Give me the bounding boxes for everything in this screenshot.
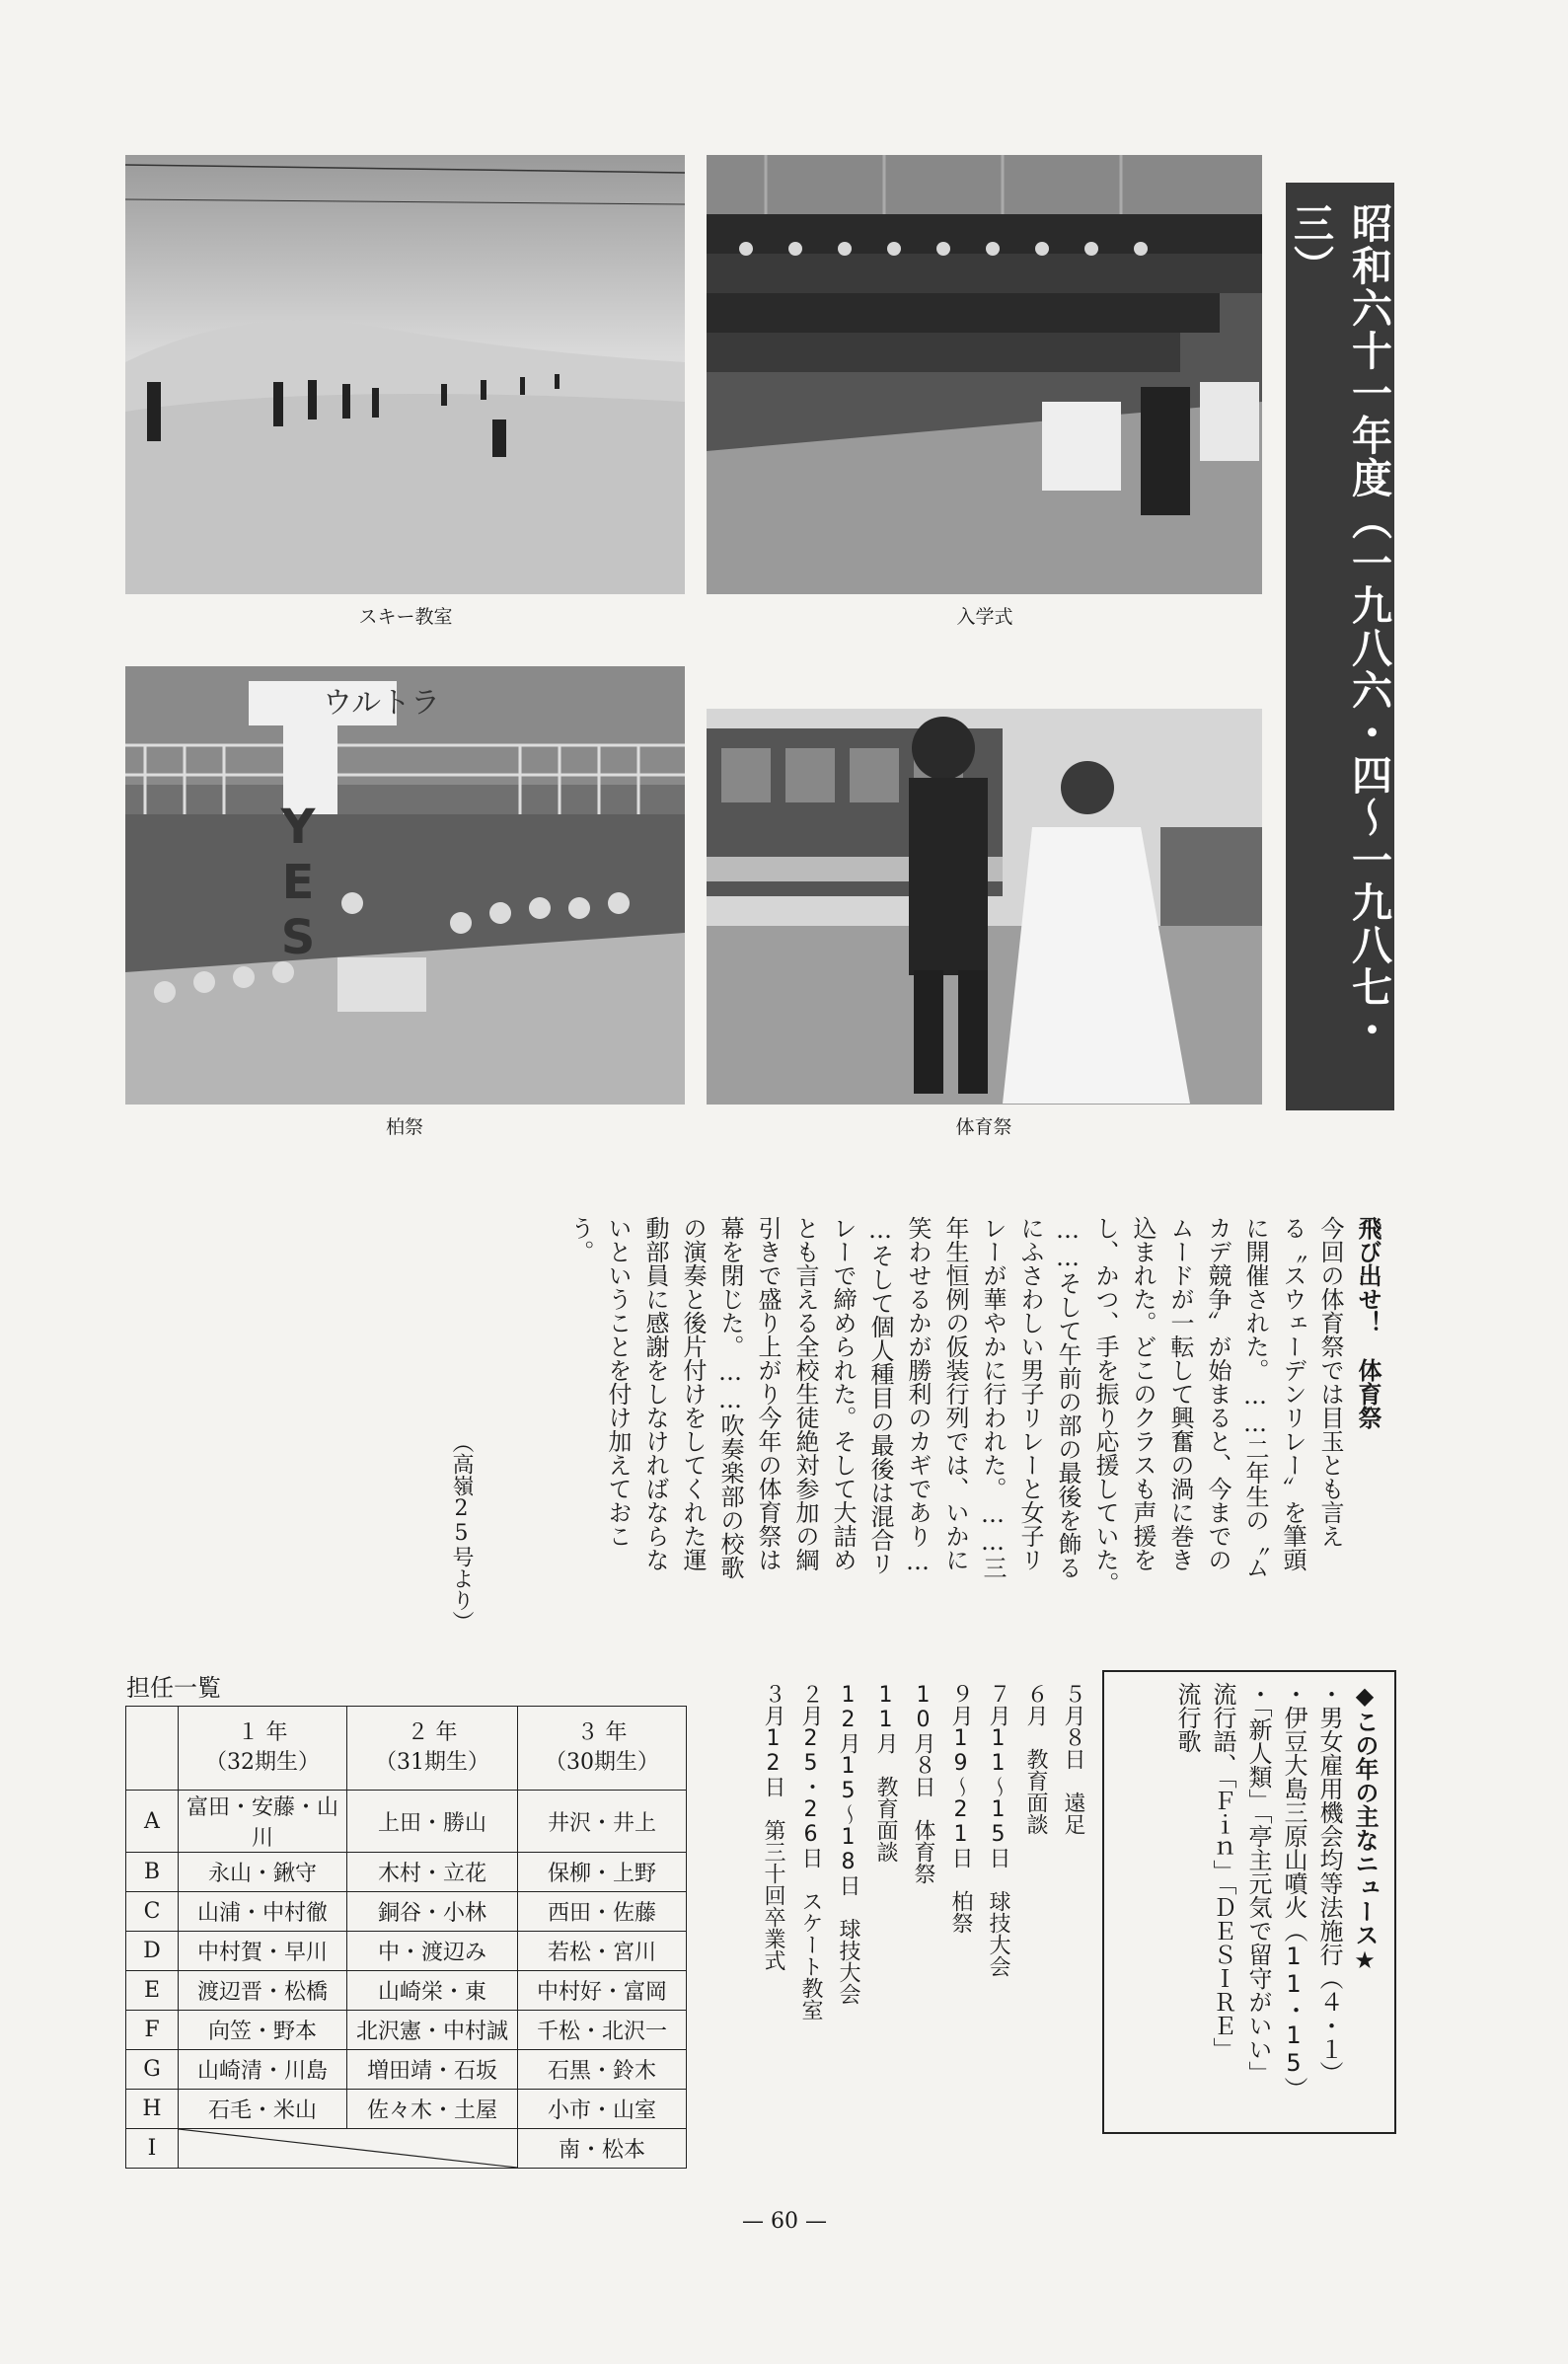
article-line: ……そして午前の部の最後を飾る: [1054, 1216, 1082, 1579]
table-cell: 銅谷・小林: [347, 1892, 518, 1932]
diagonal-strike: [179, 2129, 517, 2168]
table-cell: 佐々木・土屋: [347, 2090, 518, 2129]
article-line: いということを付け加えておこ: [604, 1216, 632, 1548]
event-item: ３月12日 第三十回卒業式: [761, 1683, 785, 1971]
class-label: F: [126, 2011, 179, 2050]
article-source: （高嶺25号より）: [449, 1431, 474, 1633]
class-label: C: [126, 1892, 179, 1932]
article-line: 込まれた。どこのクラスも声援を: [1129, 1216, 1157, 1571]
article-line: …そして個人種目の最後は混合リ: [866, 1216, 894, 1575]
table-cell: 永山・鍬守: [179, 1853, 347, 1892]
term-label: （31期生）: [375, 1750, 489, 1775]
table-cell: 西田・佐藤: [518, 1892, 687, 1932]
empty-merged-cell: [179, 2129, 518, 2169]
photo-ski-class: [125, 155, 685, 594]
news-item: ・伊豆大島三原山噴火（11・15）: [1280, 1682, 1307, 2100]
table-cell: 石毛・米山: [179, 2090, 347, 2129]
header-corner: [126, 1707, 179, 1791]
class-label: A: [126, 1791, 179, 1853]
grade-label: １ 年: [237, 1720, 288, 1745]
article-line: ムードが一転して興奮の渦に巻き: [1166, 1216, 1194, 1571]
photo-kashiwa-festival: [125, 666, 685, 1105]
year-title-band: [1286, 183, 1394, 1110]
article-line: る〝スウェーデンリレー〟を筆頭: [1279, 1216, 1307, 1571]
article-line: とも言える全校生徒絶対参加の綱: [791, 1216, 819, 1571]
table-cell: 渡辺晋・松橋: [179, 1971, 347, 2011]
table-header-row: [126, 1707, 687, 1791]
article-line: にふさわしい男子リレーと女子リ: [1016, 1216, 1044, 1571]
article-line: 幕を閉じた。……吹奏楽部の校歌: [716, 1216, 744, 1579]
event-schedule: [754, 1683, 1091, 2097]
header-grade-2: [347, 1707, 518, 1791]
article-line: 今回の体育祭では目玉とも言え: [1316, 1216, 1344, 1548]
class-label: D: [126, 1932, 179, 1971]
table-cell: 向笠・野本: [179, 2011, 347, 2050]
yes-banner-top-text: ウルトラ: [323, 686, 441, 721]
article-line: し、かつ、手を振り応援していた。: [1091, 1216, 1119, 1595]
table-cell: 増田靖・石坂: [347, 2050, 518, 2090]
article-line: 年生恒例の仮装行列では、いかに: [941, 1216, 969, 1571]
event-item: ９月19〜21日 柏祭: [948, 1683, 973, 1934]
photo-caption: スキー教室: [358, 606, 453, 628]
photo-caption: 体育祭: [955, 1116, 1012, 1138]
photo-caption: 入学式: [956, 606, 1013, 628]
event-item: 10月８日 体育祭: [911, 1683, 935, 1884]
table-cell: 中村賀・早川: [179, 1932, 347, 1971]
term-label: （30期生）: [545, 1750, 659, 1775]
photo-sports-day: [707, 709, 1262, 1105]
table-row: [126, 2129, 687, 2169]
class-label: G: [126, 2050, 179, 2090]
table-row: [126, 2050, 687, 2090]
grade-label: ２ 年: [407, 1720, 458, 1745]
article-line: カデ競争〟が始まると、今までの: [1204, 1216, 1232, 1571]
yes-banner-letters: YES: [270, 800, 326, 965]
event-item: ７月11〜15日 球技大会: [986, 1683, 1010, 1977]
table-cell: 山崎栄・東: [347, 1971, 518, 2011]
news-item: ・「新人類」「亭主元気で留守がいい」: [1244, 1682, 1272, 2085]
photo-caption: 柏祭: [385, 1116, 423, 1138]
table-cell: 千松・北沢一: [518, 2011, 687, 2050]
table-cell: 上田・勝山: [347, 1791, 518, 1853]
table-cell: 南・松本: [518, 2129, 687, 2169]
table-cell: 富田・安藤・山川: [179, 1791, 347, 1853]
table-row: [126, 1892, 687, 1932]
table-row: [126, 1971, 687, 2011]
article-line: 動部員に感謝をしなければならな: [641, 1216, 669, 1571]
article-line: レーが華やかに行われた。……三: [979, 1216, 1007, 1579]
news-list: [1169, 1682, 1382, 2126]
table-row: [126, 2011, 687, 2050]
term-label: （32期生）: [205, 1750, 320, 1775]
table-cell: 北沢憲・中村誠: [347, 2011, 518, 2050]
class-label: I: [126, 2129, 179, 2169]
grade-label: ３ 年: [576, 1720, 628, 1745]
article-line: レーで締められた。そして大詰め: [829, 1216, 857, 1571]
table-row: [126, 1853, 687, 1892]
article-line: の演奏と後片付けをしてくれた運: [679, 1216, 707, 1571]
table-cell: 小市・山室: [518, 2090, 687, 2129]
photo-entrance-ceremony: [707, 155, 1262, 594]
table-cell: 石黒・鈴木: [518, 2050, 687, 2090]
table-cell: 若松・宮川: [518, 1932, 687, 1971]
article-line: う。: [566, 1216, 594, 1263]
table-cell: 保柳・上野: [518, 1853, 687, 1892]
table-cell: 山崎清・川島: [179, 2050, 347, 2090]
event-item: 12月15〜18日 球技大会: [836, 1683, 860, 2005]
table-cell: 中村好・富岡: [518, 1971, 687, 2011]
news-item: 流行語、「Ｆｉｎ」「ＤＥＳＩＲＥ」: [1209, 1682, 1236, 2061]
class-label: E: [126, 1971, 179, 2011]
table-cell: 山浦・中村徹: [179, 1892, 347, 1932]
header-grade-1: [179, 1707, 347, 1791]
news-title: ◆この年の主なニュース★: [1351, 1682, 1379, 1974]
header-grade-3: [518, 1707, 687, 1791]
year-title: 昭和六十一年度（一九八六・四〜一九八七・三）: [1287, 202, 1392, 1051]
staff-title: 担任一覧: [126, 1674, 221, 1702]
news-item: 流行歌: [1173, 1682, 1201, 1753]
news-box: [1102, 1670, 1396, 2134]
page-number: — 60 —: [742, 2209, 827, 2234]
sports-day-article: [561, 1216, 1386, 1631]
homeroom-teacher-table: [125, 1706, 687, 2169]
event-item: ５月８日 遠足: [1061, 1683, 1085, 1835]
table-row: [126, 1791, 687, 1853]
event-item: 11月 教育面談: [873, 1683, 898, 1863]
event-item: ２月25・26日 スケート教室: [798, 1683, 823, 2021]
news-item: ・男女雇用機会均等法施行（４・１）: [1315, 1682, 1343, 2085]
table-cell: 井沢・井上: [518, 1791, 687, 1853]
article-line: 引きで盛り上がり今年の体育祭は: [754, 1216, 782, 1571]
article-line: に開催された。……二年生の〝ム: [1241, 1216, 1269, 1579]
class-label: B: [126, 1853, 179, 1892]
article-line: 笑わせるかが勝利のカギであり…: [904, 1216, 932, 1575]
article-heading: 飛び出せ！ 体育祭: [1354, 1216, 1381, 1429]
table-row: [126, 2090, 687, 2129]
event-item: ６月 教育面談: [1023, 1683, 1048, 1835]
table-row: [126, 1932, 687, 1971]
table-cell: 中・渡辺み: [347, 1932, 518, 1971]
class-label: H: [126, 2090, 179, 2129]
table-cell: 木村・立花: [347, 1853, 518, 1892]
